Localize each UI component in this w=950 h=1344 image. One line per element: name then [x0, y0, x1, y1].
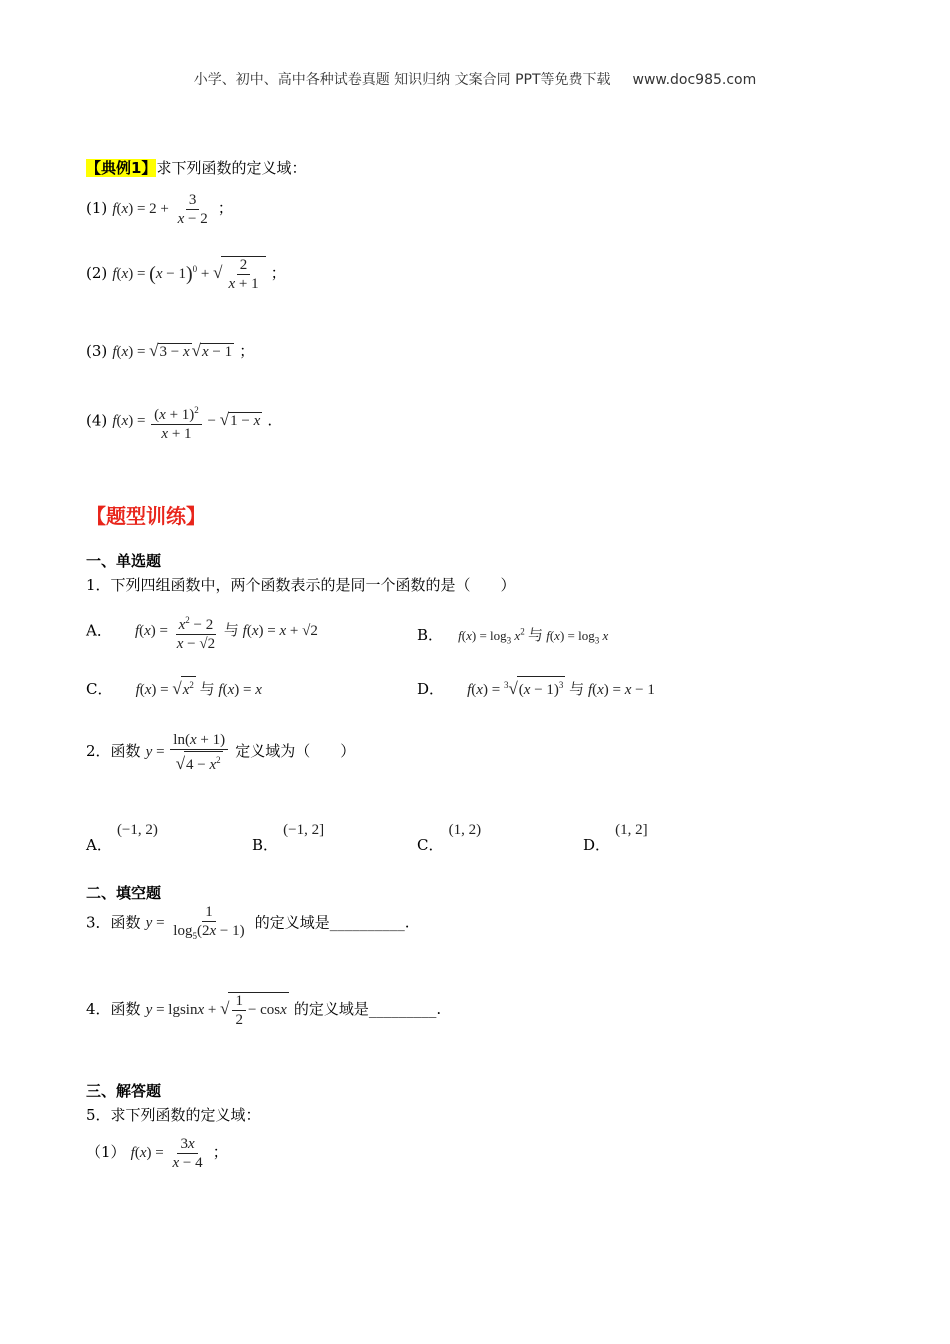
q2-option-a[interactable]	[86, 818, 158, 854]
q4-suffix[interactable]: 的定义域是_________.	[293, 999, 442, 1018]
connector: 与	[199, 682, 215, 698]
example-prompt: 求下列函数的定义域：	[156, 159, 307, 177]
connector: 与	[223, 623, 239, 640]
training-title: 【题型训练】	[86, 504, 206, 528]
section-single-choice: 一、单选题	[86, 552, 162, 570]
q5-formula: f(x) = $\frac{3x}{x - 4}$	[130, 1136, 203, 1171]
item-number: (1)	[86, 198, 108, 217]
item-number: (2)	[86, 263, 108, 282]
q1b-formula: $f(x) = \log_3 x^2$ 与 $f(x) = \log_3 x$	[458, 626, 609, 646]
q1-option-a[interactable]	[86, 612, 318, 652]
q4-prefix: 4．函数	[86, 999, 141, 1018]
formula-3: f(x) = √3 − x √x − 1	[112, 341, 233, 360]
example-item-4	[86, 402, 272, 442]
option-label: C．	[86, 680, 113, 698]
example-tag: 【典例1】	[86, 159, 157, 177]
q1c-formula: $f(x) = √x^2$ 与 f(x) = x	[136, 682, 262, 698]
option-label: A．	[86, 621, 112, 640]
q2-prefix: 2．函数	[86, 741, 141, 760]
section-fill-blank: 二、填空题	[86, 884, 162, 902]
option-label: D．	[583, 836, 611, 854]
q5-item-1	[86, 1136, 228, 1171]
q1a-formula: f(x) = $\frac{x^2 - 2}{x - √2}$ 与 f(x) = x + √2	[135, 623, 318, 639]
q2-option-d[interactable]	[583, 818, 648, 854]
page-header	[0, 69, 950, 89]
q2-option-c[interactable]	[417, 818, 482, 854]
item-end: ；	[270, 263, 286, 282]
item-end: ；	[239, 342, 255, 360]
option-label: D．	[417, 680, 445, 698]
example-heading	[86, 157, 306, 178]
connector: 与	[527, 628, 543, 644]
example-item-2	[86, 256, 286, 292]
formula-4: f(x) = $\frac{(x + 1)^2}{x + 1}$ − √1 − x	[112, 413, 262, 429]
q3-formula: y = $\frac{1}{\log_5(2x - 1)}$	[145, 904, 245, 941]
example-item-3	[86, 340, 254, 361]
item-end: ；	[217, 198, 233, 217]
option-label: A．	[86, 836, 112, 854]
formula-2: $f(x) = (x - 1)^0$ + √ $\frac{2}{x + 1}$	[112, 266, 265, 282]
header-url[interactable]: www.doc985.com	[632, 72, 757, 88]
q2b-value: (−1, 2]	[283, 822, 325, 838]
item-number: (3)	[86, 342, 108, 360]
q2a-value: (−1, 2)	[116, 822, 158, 838]
q5-item-number: （1）	[86, 1142, 126, 1161]
q1-stem: 1．下列四组函数中，两个函数表示的是同一个函数的是（ ）	[86, 576, 516, 594]
q4-stem	[86, 992, 441, 1028]
q5-stem: 5．求下列函数的定义域：	[86, 1106, 261, 1124]
header-text: 小学、初中、高中各种试卷真题 知识归纳 文案合同 PPT等免费下载	[193, 72, 611, 88]
option-label: B．	[417, 626, 444, 644]
item-end: .	[267, 411, 273, 430]
section-answer: 三、解答题	[86, 1082, 162, 1100]
formula-1: f(x) = 2 + $\frac{3}{x - 2}$	[112, 192, 208, 227]
example-item-1	[86, 192, 233, 227]
q1d-formula: $f(x) = ^3√(x - 1)^3$ 与 f(x) = x − 1	[467, 682, 655, 698]
q4-formula: y = lgsinx + √ $\frac{1}{2}$ − cosx	[145, 993, 287, 1028]
option-label: B．	[252, 836, 279, 854]
connector: 与	[569, 682, 585, 698]
q1-option-d[interactable]	[417, 676, 655, 699]
q2-stem	[86, 732, 355, 773]
item-end: ；	[212, 1142, 228, 1161]
q3-stem	[86, 904, 409, 944]
q2-suffix: 定义域为（ ）	[235, 741, 356, 760]
q2-formula: y = $\frac{\ln(x + 1)}{√4 - x^2}$	[146, 744, 230, 760]
q3-suffix[interactable]: 的定义域是__________.	[254, 913, 410, 932]
q2-option-b[interactable]	[252, 818, 325, 854]
q2d-value: (1, 2]	[615, 822, 648, 838]
q1-option-c[interactable]	[86, 676, 262, 699]
item-number: (4)	[86, 411, 108, 430]
q2c-value: (1, 2)	[448, 822, 482, 838]
q1-option-b[interactable]	[417, 624, 608, 646]
q3-prefix: 3．函数	[86, 913, 141, 932]
option-label: C．	[417, 836, 444, 854]
